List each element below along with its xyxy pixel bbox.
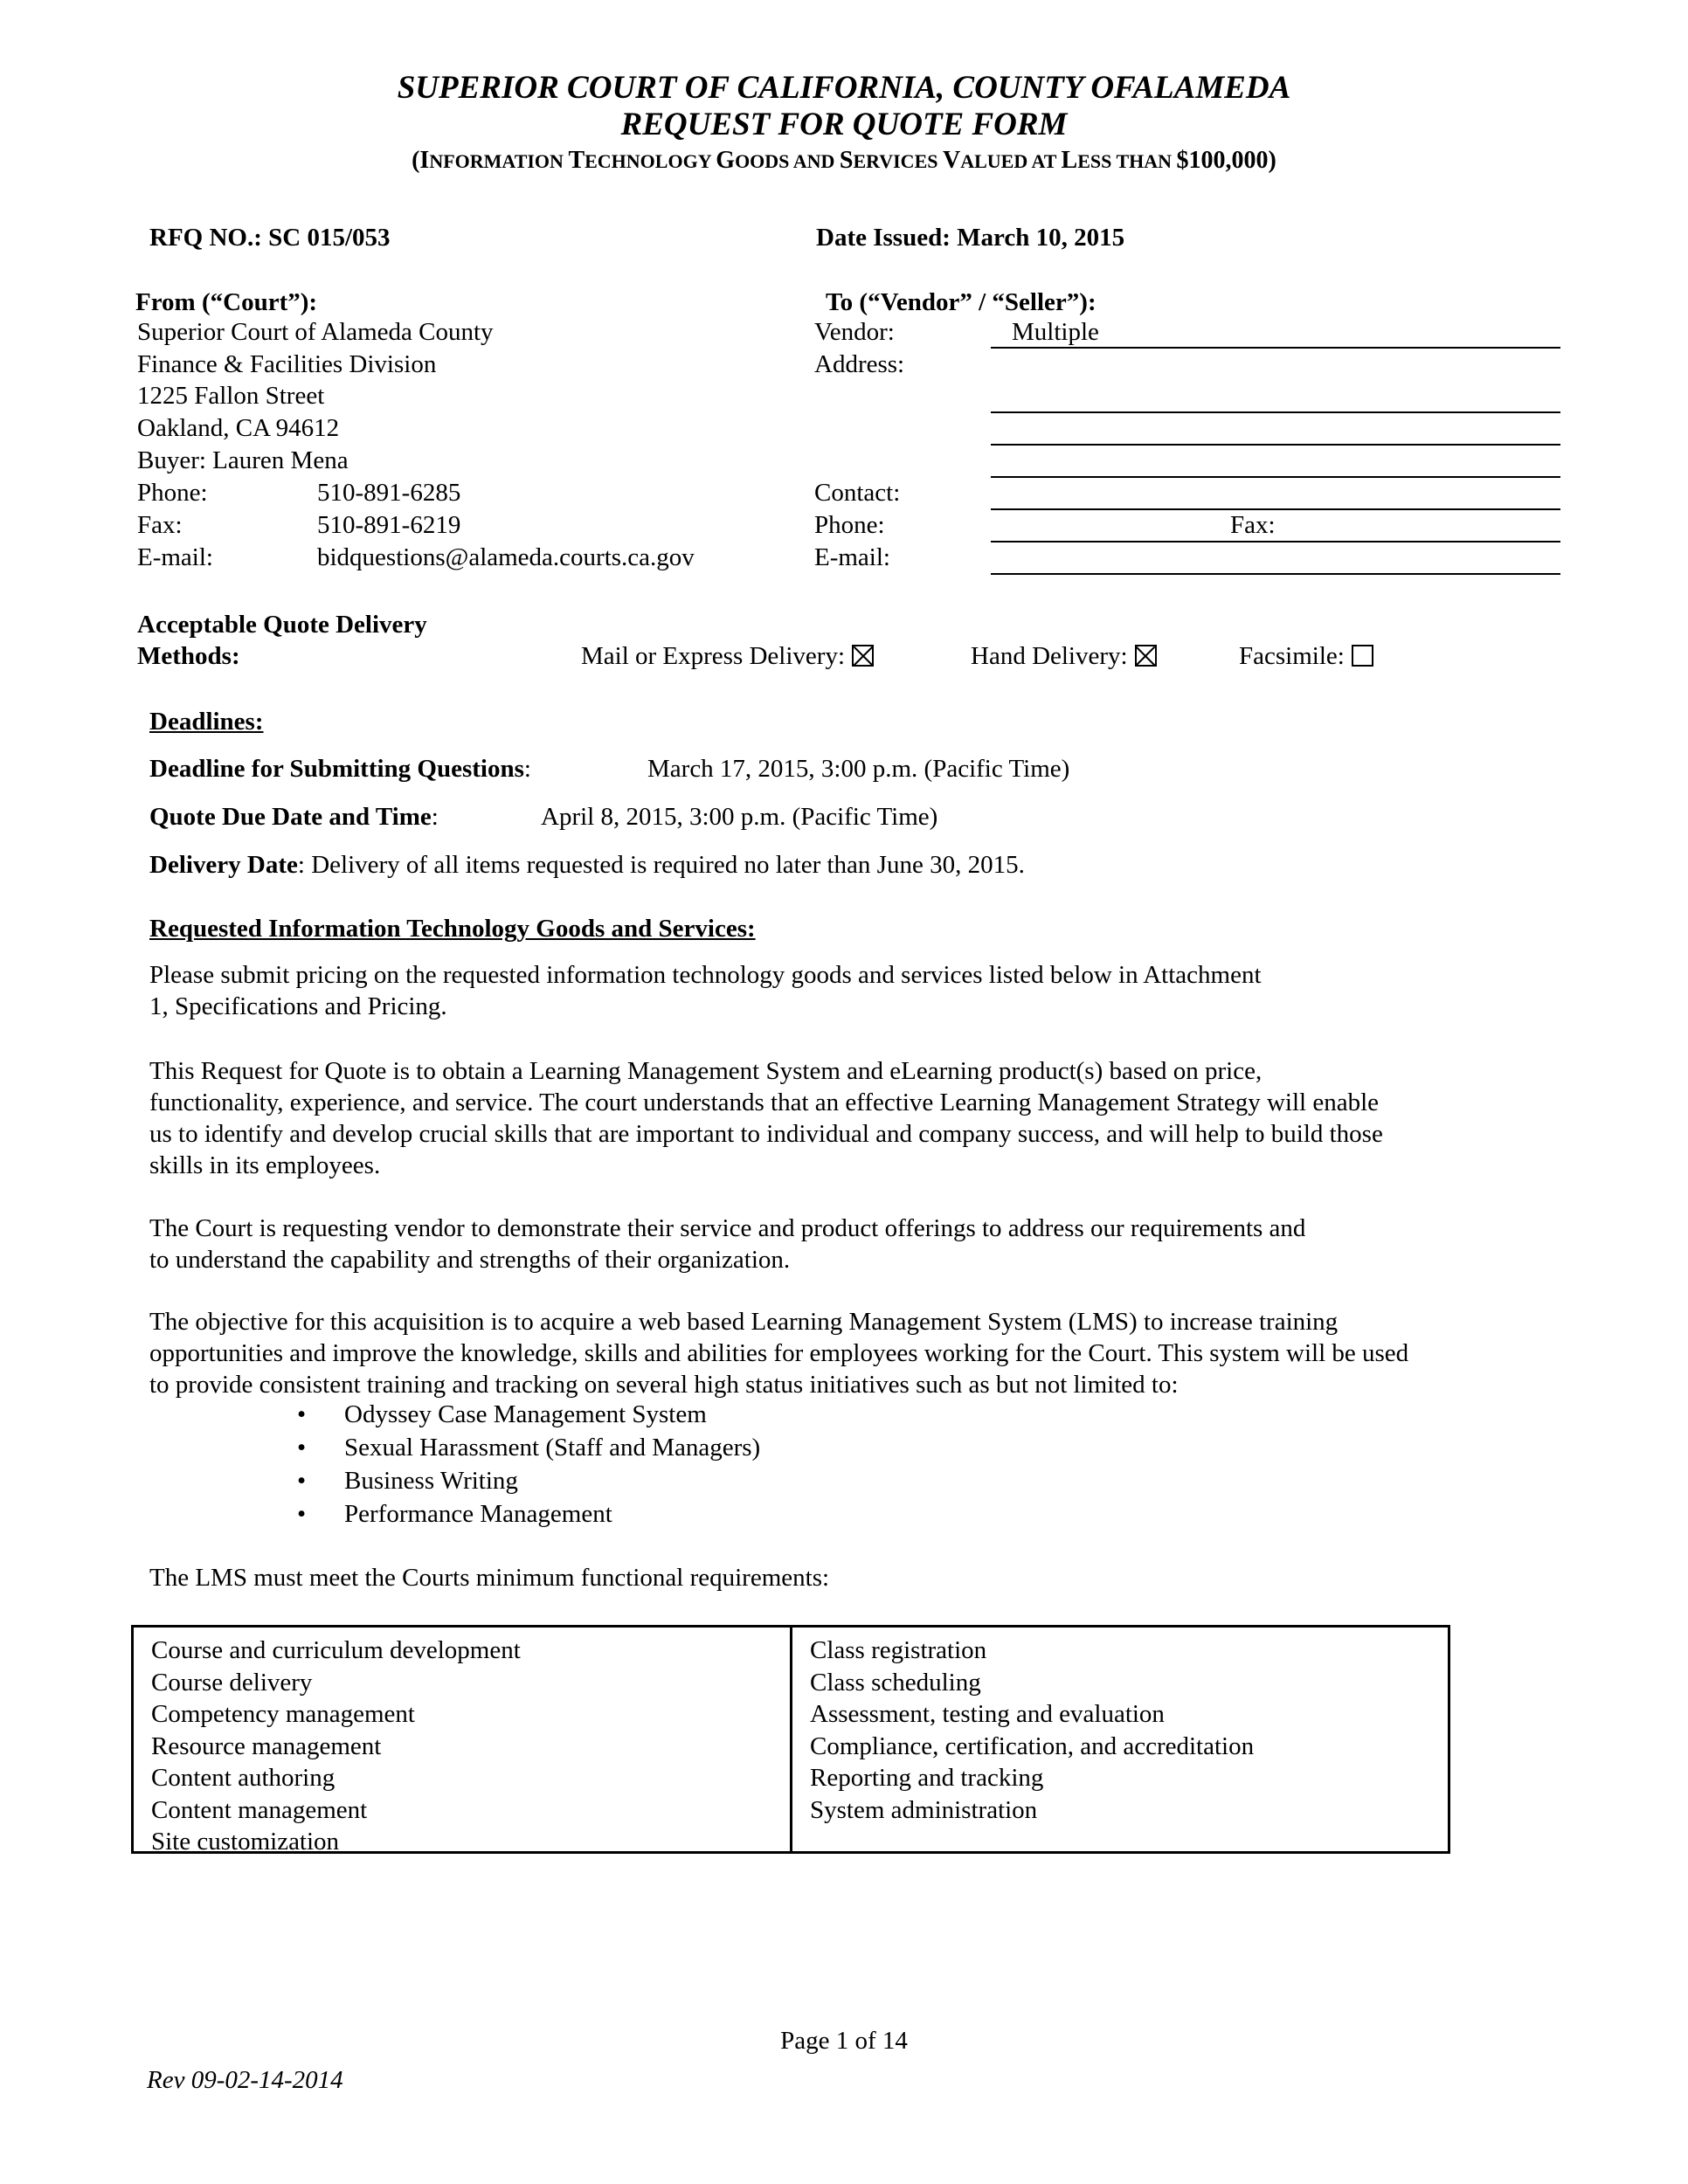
contact-line	[991, 508, 1560, 510]
from-line: Superior Court of Alameda County	[137, 318, 494, 346]
delivery-label: Methods:	[137, 642, 240, 670]
address-line	[991, 476, 1560, 478]
list-item: • Odyssey Case Management System	[297, 1398, 760, 1431]
from-phone-value: 510-891-6285	[317, 479, 461, 507]
table-cell: Class registration	[810, 1636, 987, 1664]
initiatives-list	[297, 1398, 760, 1531]
requested-heading: Requested Information Technology Goods and Services:	[149, 915, 756, 943]
contact-label: Contact:	[814, 479, 901, 507]
from-line: Buyer: Lauren Mena	[137, 446, 349, 474]
table-cell: Course and curriculum development	[151, 1636, 521, 1664]
quote-due-label: Quote Due Date and Time:	[149, 803, 439, 831]
from-fax-value: 510-891-6219	[317, 511, 461, 539]
list-item: • Sexual Harassment (Staff and Managers)	[297, 1431, 760, 1464]
table-cell: Competency management	[151, 1700, 415, 1728]
delivery-date: Delivery Date: Delivery of all items requested is required no later than June 30, 2015.	[149, 851, 1025, 879]
requirements-column-left	[134, 1628, 792, 1856]
from-fax-label: Fax:	[137, 511, 183, 539]
vendor-underline	[991, 347, 1560, 349]
revision-label: Rev 09-02-14-2014	[147, 2066, 343, 2094]
to-phone-label: Phone:	[814, 511, 885, 539]
table-cell: Compliance, certification, and accreditation	[810, 1731, 1255, 1760]
hand-delivery-checkbox[interactable]	[1135, 645, 1157, 667]
questions-deadline-value: March 17, 2015, 3:00 p.m. (Pacific Time)	[647, 755, 1070, 783]
email-line	[991, 573, 1560, 575]
table-cell: Assessment, testing and evaluation	[810, 1700, 1165, 1728]
from-line: Oakland, CA 94612	[137, 414, 340, 442]
requirements-column-right	[792, 1628, 1448, 1851]
paragraph-objective: The objective for this acquisition is to acquire a web based Learning Management System (LMS) to increase training opportunities and improve the knowledge, skills and abilities for employees working for the Court. This system will be used to provide consistent training and tracking on several high status initiatives such as but not limited to:	[149, 1308, 1409, 1399]
table-cell: System administration	[810, 1795, 1038, 1824]
from-email-value[interactable]: bidquestions@alameda.courts.ca.gov	[317, 543, 695, 571]
to-email-label: E-mail:	[814, 543, 890, 571]
list-item: • Performance Management	[297, 1497, 760, 1531]
mail-delivery-option	[581, 640, 874, 672]
table-cell: Resource management	[151, 1731, 382, 1760]
table-cell: Content authoring	[151, 1764, 336, 1792]
paragraph-pricing: Please submit pricing on the requested information technology goods and services listed below in Attachment 1, Specifications and Pricing.	[149, 961, 1262, 1020]
questions-deadline-label: Deadline for Submitting Questions:	[149, 755, 531, 783]
document-title: SUPERIOR COURT OF CALIFORNIA, COUNTY OFALAMEDA	[397, 70, 1291, 106]
address-label: Address:	[814, 350, 905, 378]
address-line	[991, 411, 1560, 413]
mail-delivery-checkbox[interactable]	[852, 645, 874, 667]
from-email-label: E-mail:	[137, 543, 213, 571]
date-issued: Date Issued: March 10, 2015	[816, 224, 1125, 252]
hand-delivery-label: Hand Delivery:	[971, 642, 1128, 670]
paragraph-demonstrate: The Court is requesting vendor to demonstrate their service and product offerings to address our requirements and to understand the capability and strengths of their organization.	[149, 1214, 1306, 1274]
table-cell: Site customization	[151, 1828, 340, 1856]
from-phone-label: Phone:	[137, 479, 208, 507]
from-line: Finance & Facilities Division	[137, 350, 437, 378]
to-fax-label: Fax:	[1230, 511, 1276, 539]
hand-delivery-option	[971, 640, 1157, 672]
paragraph-purpose: This Request for Quote is to obtain a Learning Management System and eLearning product(s) based on price, functionality, experience, and service. The court understands that an effective Learning Management Strategy will enable us to identify and develop crucial skills that are important to individual and company success, and will help to build those skills in its employees.	[149, 1057, 1383, 1179]
form-subtitle: (INFORMATION TECHNOLOGY GOODS AND SERVICES VALUED AT LESS THAN $100,000)	[412, 147, 1276, 174]
rfq-number: RFQ NO.: SC 015/053	[149, 224, 391, 252]
requirements-table	[131, 1625, 1450, 1854]
table-cell: Content management	[151, 1795, 368, 1824]
vendor-label: Vendor:	[814, 318, 895, 346]
from-heading: From (“Court”):	[135, 288, 318, 316]
to-heading: To (“Vendor” / “Seller”):	[826, 288, 1097, 316]
mail-delivery-label: Mail or Express Delivery:	[581, 642, 846, 670]
quote-due-value: April 8, 2015, 3:00 p.m. (Pacific Time)	[541, 803, 938, 831]
from-line: 1225 Fallon Street	[137, 382, 325, 410]
facsimile-option	[1239, 640, 1373, 672]
facsimile-checkbox[interactable]	[1352, 645, 1373, 667]
address-line	[991, 444, 1560, 446]
table-cell: Reporting and tracking	[810, 1764, 1044, 1792]
vendor-value: Multiple	[1012, 318, 1099, 346]
facsimile-label: Facsimile:	[1239, 642, 1345, 670]
page-number: Page 1 of 14	[780, 2027, 908, 2055]
delivery-label: Acceptable Quote Delivery	[137, 611, 427, 639]
form-title: REQUEST FOR QUOTE FORM	[620, 107, 1068, 142]
phone-fax-line	[991, 541, 1560, 543]
list-item: • Business Writing	[297, 1464, 760, 1497]
table-cell: Class scheduling	[810, 1668, 981, 1697]
paragraph-requirements-intro: The LMS must meet the Courts minimum functional requirements:	[149, 1564, 830, 1592]
deadlines-heading: Deadlines:	[149, 708, 264, 736]
table-cell: Course delivery	[151, 1668, 313, 1697]
